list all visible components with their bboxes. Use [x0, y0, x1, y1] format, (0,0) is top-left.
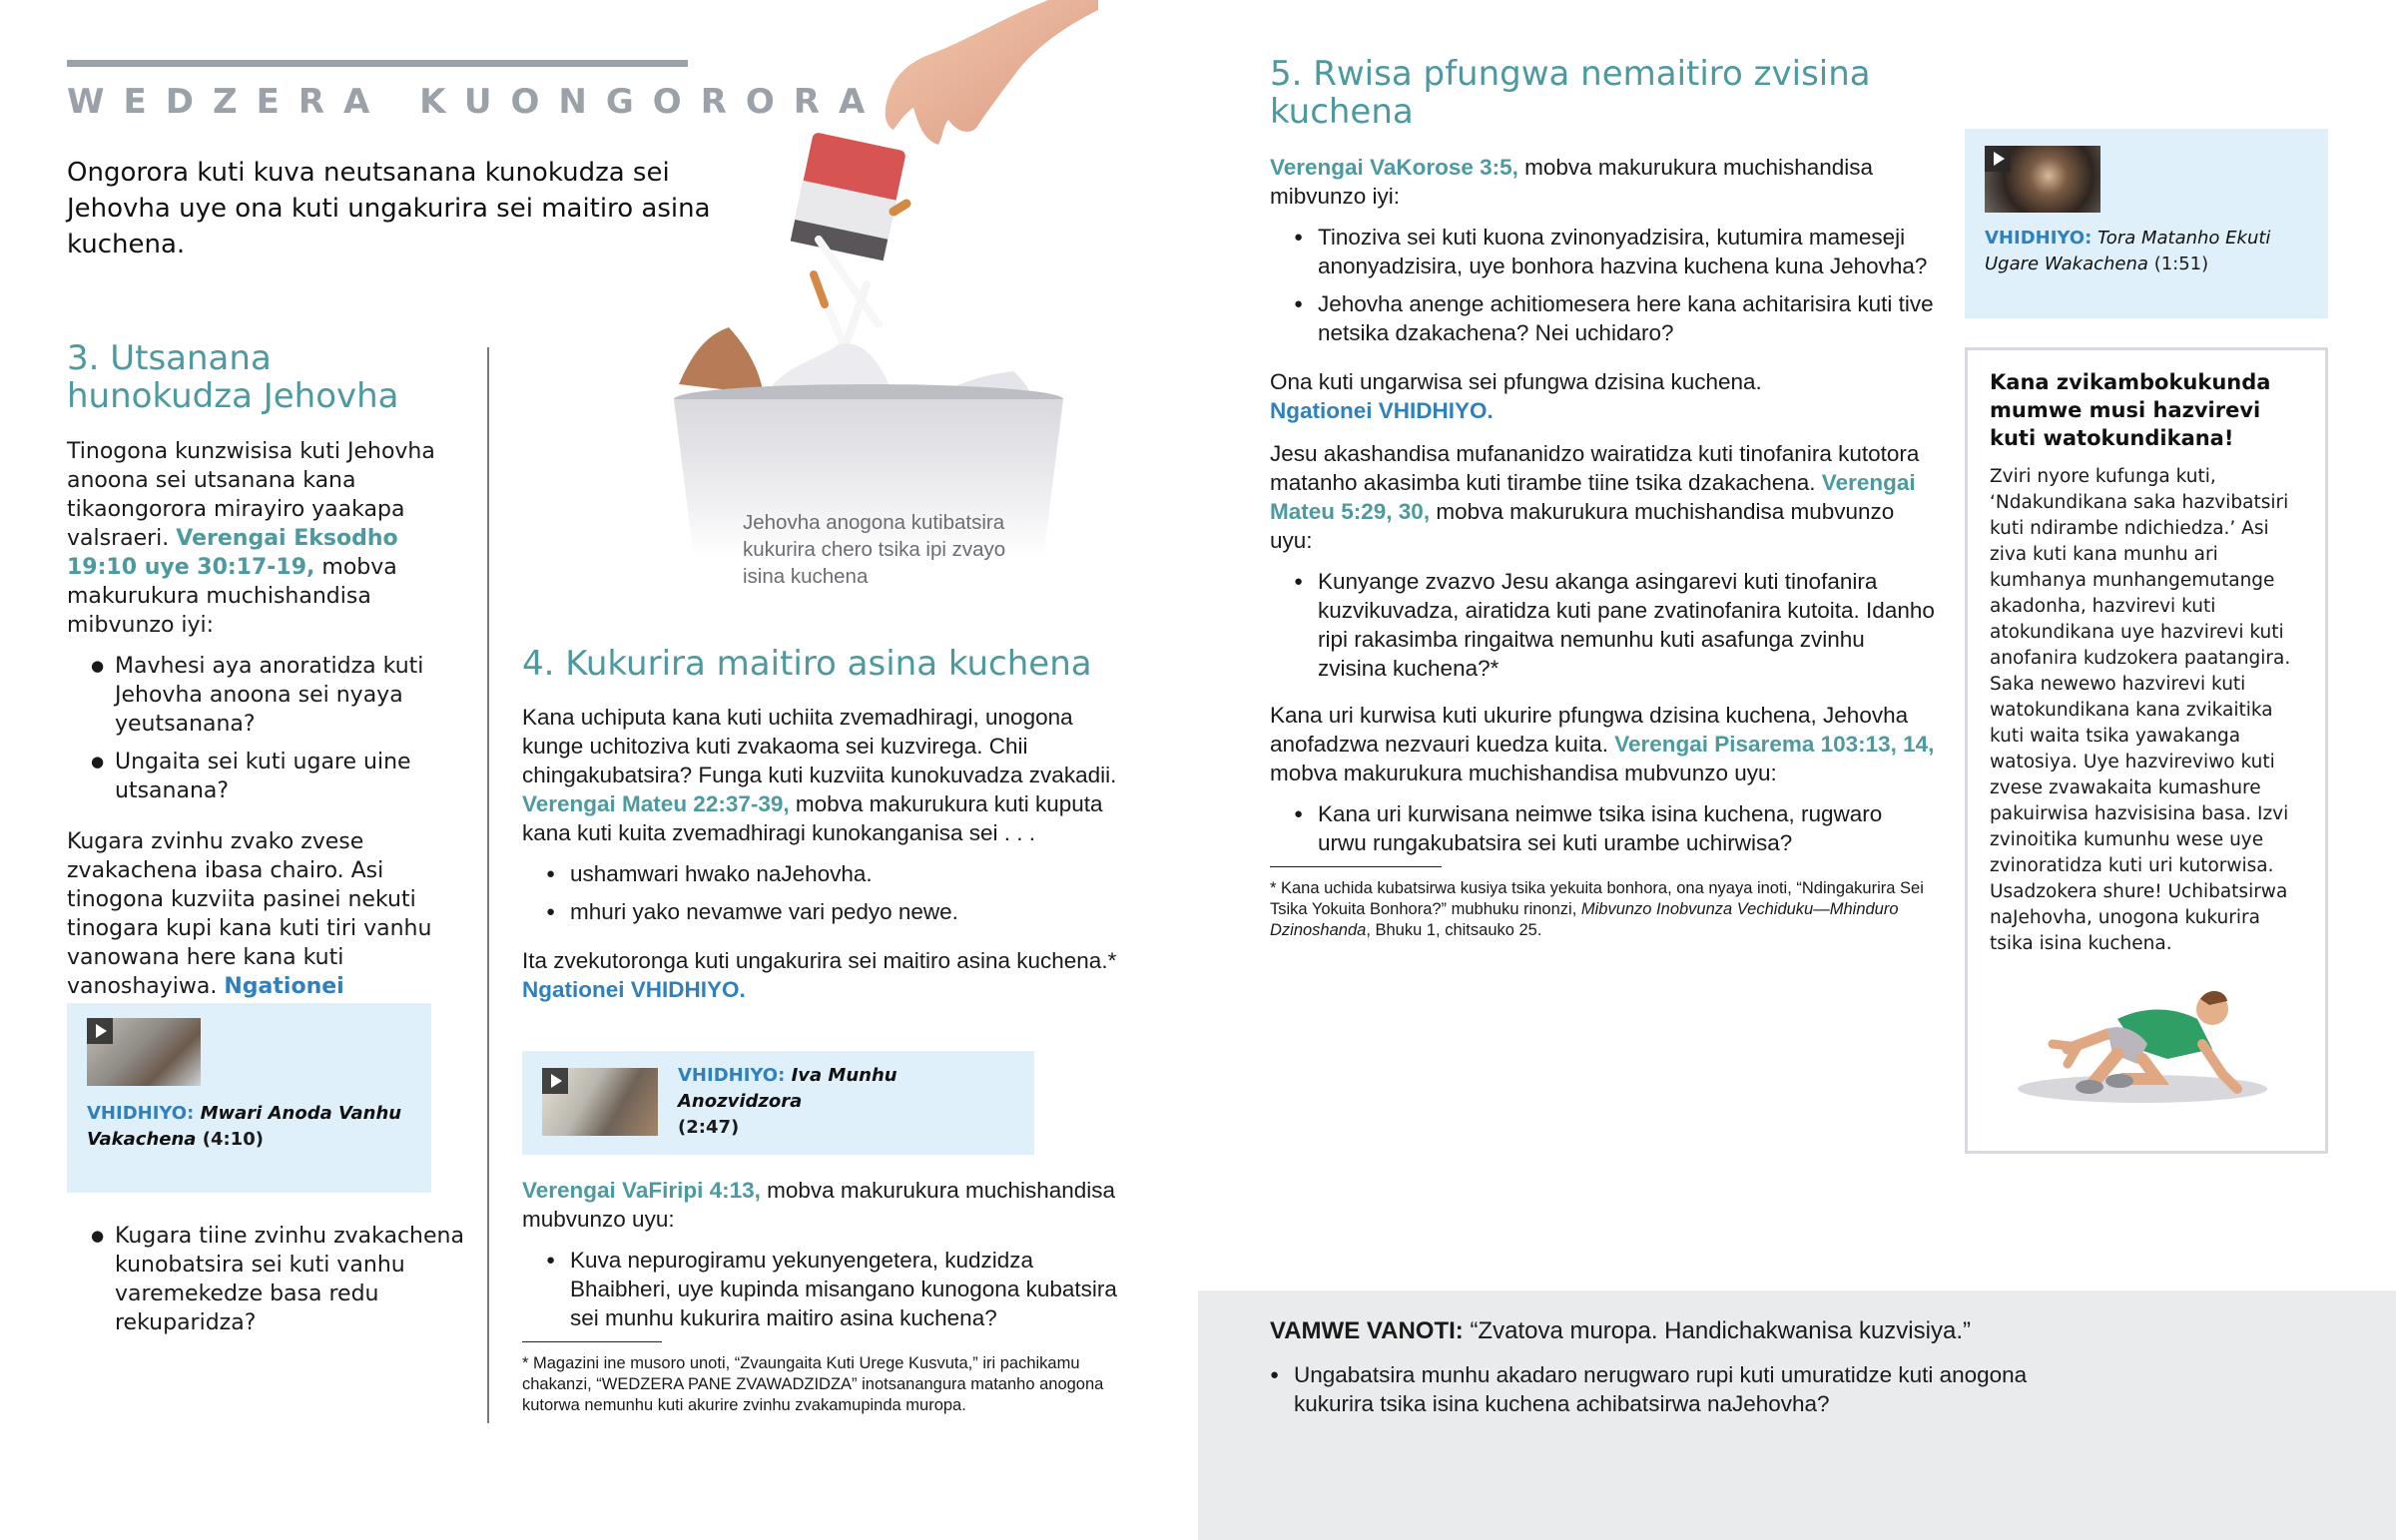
- section-3-paragraph-2: Kugara zvinhu zvako zvese zvakachena ibasa chairo. Asi tinogona kuzviita pasinei nekuti tinogara kupi kana kuti tiri vanhu vanowana here kana kuti vanoshayiwa. Ngationei: [67, 827, 466, 1059]
- encouragement-box-text: Zviri nyore kufunga kuti, ‘Ndakundikana saka hazvibatsiri kuti ndirambe ndichiedza.’ Asi ziva kuti kana munhu ari kumhanya munhangemutange akadonha, hazvirevi kuti atokundikana uye hazvirevi kuti anofanira kudzokera paatangira. Saka newewo hazvirevi kuti watokundikana kana zvikaitika kuti waita tsika yawakanga watosiya. Uye hazvireviwo kuti zvese zvawakaita kumashure pakuirwisa hazvisisina basa. Izvi zvinoitika kumunhu wese uye zvinoratidza kuti uri kutorwisa. Usadzokera shure! Uchibatsirwa naJehovha, unogona kukurira tsika isina kuchena.: [1990, 466, 2291, 954]
- video-card-mwari-anoda-vanhu[interactable]: [67, 1003, 431, 1193]
- hand-cigarettes-trash-illustration: [639, 0, 1098, 559]
- section-4-lower: [522, 1176, 1131, 1416]
- scripture-link-colossians[interactable]: Verengai VaKorose 3:5,: [1270, 155, 1518, 180]
- list-item: ● Jehovha anenge achitiomesera here kana achitarisira kuti tive netsika dzakachena? Nei uchidaro?: [1270, 289, 1935, 347]
- section-4-paragraph-2: Ita zvekutoronga kuti ungakurira sei maitiro asina kuchena.* Ngationei VHIDHIYO.: [522, 948, 1117, 1002]
- section-5-paragraph-1: Verengai VaKorose 3:5, mobva makurukura muchishandisa mibvunzo iyi:: [1270, 155, 1874, 209]
- header-rule: [67, 60, 688, 67]
- others-say-label: VAMWE VANOTI:: [1270, 1317, 1464, 1344]
- section-4: [522, 645, 1131, 1004]
- encouragement-box: [1965, 347, 2328, 1154]
- intro-text: Ongorora kuti kuva neutsanana kunokudza sei Jehovha uye ona kuti ungakurira sei maitiro asina kuchena.: [67, 158, 711, 259]
- section-5-questions: [1270, 223, 1935, 347]
- illustration-trash-can: [639, 0, 1098, 559]
- video-label: VHIDHIYO: Mwari Anoda Vanhu Vakachena (4:10): [87, 1103, 402, 1150]
- video-label: VHIDHIYO: Iva Munhu Anozvidzora (2:47): [678, 1065, 898, 1138]
- watch-video-link[interactable]: Ngationei VHIDHIYO.: [522, 977, 746, 1002]
- watch-video-link[interactable]: Ngationei: [224, 974, 344, 999]
- scripture-link-matthew-22[interactable]: Verengai Mateu 22:37-39,: [522, 791, 790, 816]
- footnote-divider: [522, 1341, 662, 1342]
- section-5-paragraph-3: Jesu akashandisa mufananidzo wairatidza kuti tinofanira kutotora matanho akasimba kuti tirambe tiine tsika dzakachena. Verengai Mateu 5:29, 30, mobva makurukura muchishandisa mubvunzo uyu:: [1270, 441, 1920, 553]
- others-say-questions: [1246, 1360, 2104, 1427]
- footnote: * Kana uchida kubatsirwa kusiya tsika yekuita bonhora, ona nyaya inoti, “Ndingakurira Sei Tsika Yokuita Bonhora?” mubhuku rinonzi, Mibvunzo Inobvunza Vechiduku—Mhinduro Dzinoshanda, Bhuku 1, chitsauko 25.: [1270, 879, 1924, 939]
- scripture-link-exodus[interactable]: Verengai Eksodho 19:10 uye 30:17-19,: [67, 526, 398, 580]
- list-item: ● ushamwari hwako naJehovha.: [522, 859, 1131, 888]
- section-5-heading: 5. Rwisa pfungwa nemaitiro zvisina kuchena: [1270, 54, 1871, 132]
- video-thumbnail[interactable]: [542, 1068, 658, 1136]
- video-card-iva-munhu[interactable]: [522, 1051, 1034, 1155]
- video-thumbnail[interactable]: [87, 1018, 201, 1086]
- list-item: ● Kugara tiine zvinhu zvakachena kunobatsira sei kuti vanhu varemekedze basa redu rekuparidza?: [67, 1222, 466, 1337]
- column-divider: [487, 347, 489, 1423]
- section-4-list-2: [522, 1246, 1131, 1332]
- list-item: ● Kuva nepurogiramu yekunyengetera, kudzidza Bhaibheri, uye kupinda misangano kunogona kubatsira sei munhu kukurira maitiro asina kuchena?: [522, 1246, 1131, 1332]
- illustration-caption: Jehovha anogona kutibatsira kukurira chero tsika ipi zvayo isina kuchena: [743, 511, 1006, 588]
- footnote-divider: [1270, 866, 1442, 867]
- video-thumbnail[interactable]: [1985, 146, 2100, 213]
- play-icon[interactable]: [542, 1068, 568, 1094]
- list-item: ● Ungabatsira munhu akadaro nerugwaro rupi kuti umuratidze kuti anogona kukurira tsika isina kuchena achibatsirwa naJehovha?: [1246, 1360, 2104, 1418]
- list-item: ● Mavhesi aya anoratidza kuti Jehovha anoona sei nyaya yeutsanana?: [67, 652, 466, 739]
- section-4-paragraph-3: Verengai VaFiripi 4:13, mobva makurukura muchishandisa mubvunzo uyu:: [522, 1178, 1116, 1232]
- section-5-questions-3: [1270, 799, 1935, 857]
- video-label: VHIDHIYO: Tora Matanho Ekuti Ugare Wakachena (1:51): [1985, 228, 2271, 274]
- list-item: ● Kunyange zvazvo Jesu akanga asingarevi kuti tinofanira kuzvikuvadza, airatidza kuti pane zvatinofanira kutoita. Idanho ripi rakasimba ringaitwa nemunhu kuti asafunga zvinhu zvisina kuchena?*: [1270, 567, 1935, 683]
- section-4-paragraph-1: Kana uchiputa kana kuti uchiita zvemadhiragi, unogona kunge uchitoziva kuti zvakaoma sei kuzvirega. Chii chingakubatsira? Funga kuti kuzviita kunokuvadza zvakadii. Verengai Mateu 22:37-39, mobva makurukura kuti kuputa kana kuti kuita zvemadhiragi kunokanganisa sei . . .: [522, 705, 1117, 845]
- section-4-list: [522, 859, 1131, 926]
- list-item: ● Kana uri kurwisana neimwe tsika isina kuchena, rugwaro urwu rungakubatsira sei kuti urambe uchirwisa?: [1270, 799, 1935, 857]
- others-say-quote: “Zvatova muropa. Handichakwanisa kuzvisiya.”: [1470, 1317, 1971, 1344]
- section-5-paragraph-4: Kana uri kurwisa kuti ukurire pfungwa dzisina kuchena, Jehovha anofadzwa nezvauri kuedza kuita. Verengai Pisarema 103:13, 14, mobva makurukura muchishandisa mubvunzo uyu:: [1270, 703, 1935, 785]
- section-5-paragraph-2: Ona kuti ungarwisa sei pfungwa dzisina kuchena. Ngationei VHIDHIYO.: [1270, 369, 1762, 423]
- footnote: * Magazini ine musoro unoti, “Zvaungaita Kuti Urege Kusvuta,” iri pachikamu chakanzi, “WEDZERA PANE ZVAWADZIDZA” inotsanangura matanho anogona kutorwa nemunhu kuti akurire zvinhu zvakamupinda muropa.: [522, 1354, 1104, 1414]
- section-4-heading: 4. Kukurira maitiro asina kuchena: [522, 644, 1092, 684]
- section-3-questions: [67, 652, 466, 805]
- scripture-link-matthew-5[interactable]: Verengai Mateu 5:29, 30,: [1270, 470, 1916, 524]
- list-item: ● mhuri yako nevamwe vari pedyo newe.: [522, 897, 1131, 926]
- play-icon[interactable]: [87, 1018, 113, 1044]
- section-3-heading: 3. Utsanana hunokudza Jehovha: [67, 338, 399, 416]
- section-kicker: WEDZERA KUONGORORA: [67, 82, 885, 122]
- section-3-paragraph-1: Tinogona kunzwisisa kuti Jehovha anoona sei utsanana kana tikaongorora mirayiro yaakapa valsraeri. Verengai Eksodho 19:10 uye 30:17-19, mobva makurukura muchishandisa mibvunzo iyi:: [67, 439, 435, 638]
- watch-video-link[interactable]: Ngationei VHIDHIYO.: [1270, 398, 1494, 423]
- scripture-link-psalms[interactable]: Verengai Pisarema 103:13, 14,: [1614, 732, 1935, 757]
- section-3: [67, 339, 466, 1059]
- section-5: [1270, 55, 1935, 941]
- others-say-statement: [1270, 1315, 1971, 1347]
- section-3-questions-2: [67, 1222, 466, 1346]
- list-item: ● Ungaita sei kuti ugare uine utsanana?: [67, 748, 466, 805]
- others-say-panel: [1198, 1290, 2396, 1540]
- runner-illustration: [1998, 949, 2297, 1139]
- video-card-tora-matanho[interactable]: [1965, 129, 2328, 318]
- encouragement-box-heading: Kana zvikambokukunda mumwe musi hazvirevi kuti watokundikana!: [1990, 370, 2271, 450]
- list-item: ● Tinoziva sei kuti kuona zvinonyadzisira, kutumira mameseji anonyadzisira, uye bonhora hazvina kuchena kuna Jehovha?: [1270, 223, 1935, 280]
- section-5-questions-2: [1270, 567, 1935, 683]
- scripture-link-philippians[interactable]: Verengai VaFiripi 4:13,: [522, 1178, 761, 1203]
- play-icon[interactable]: [1985, 146, 2011, 172]
